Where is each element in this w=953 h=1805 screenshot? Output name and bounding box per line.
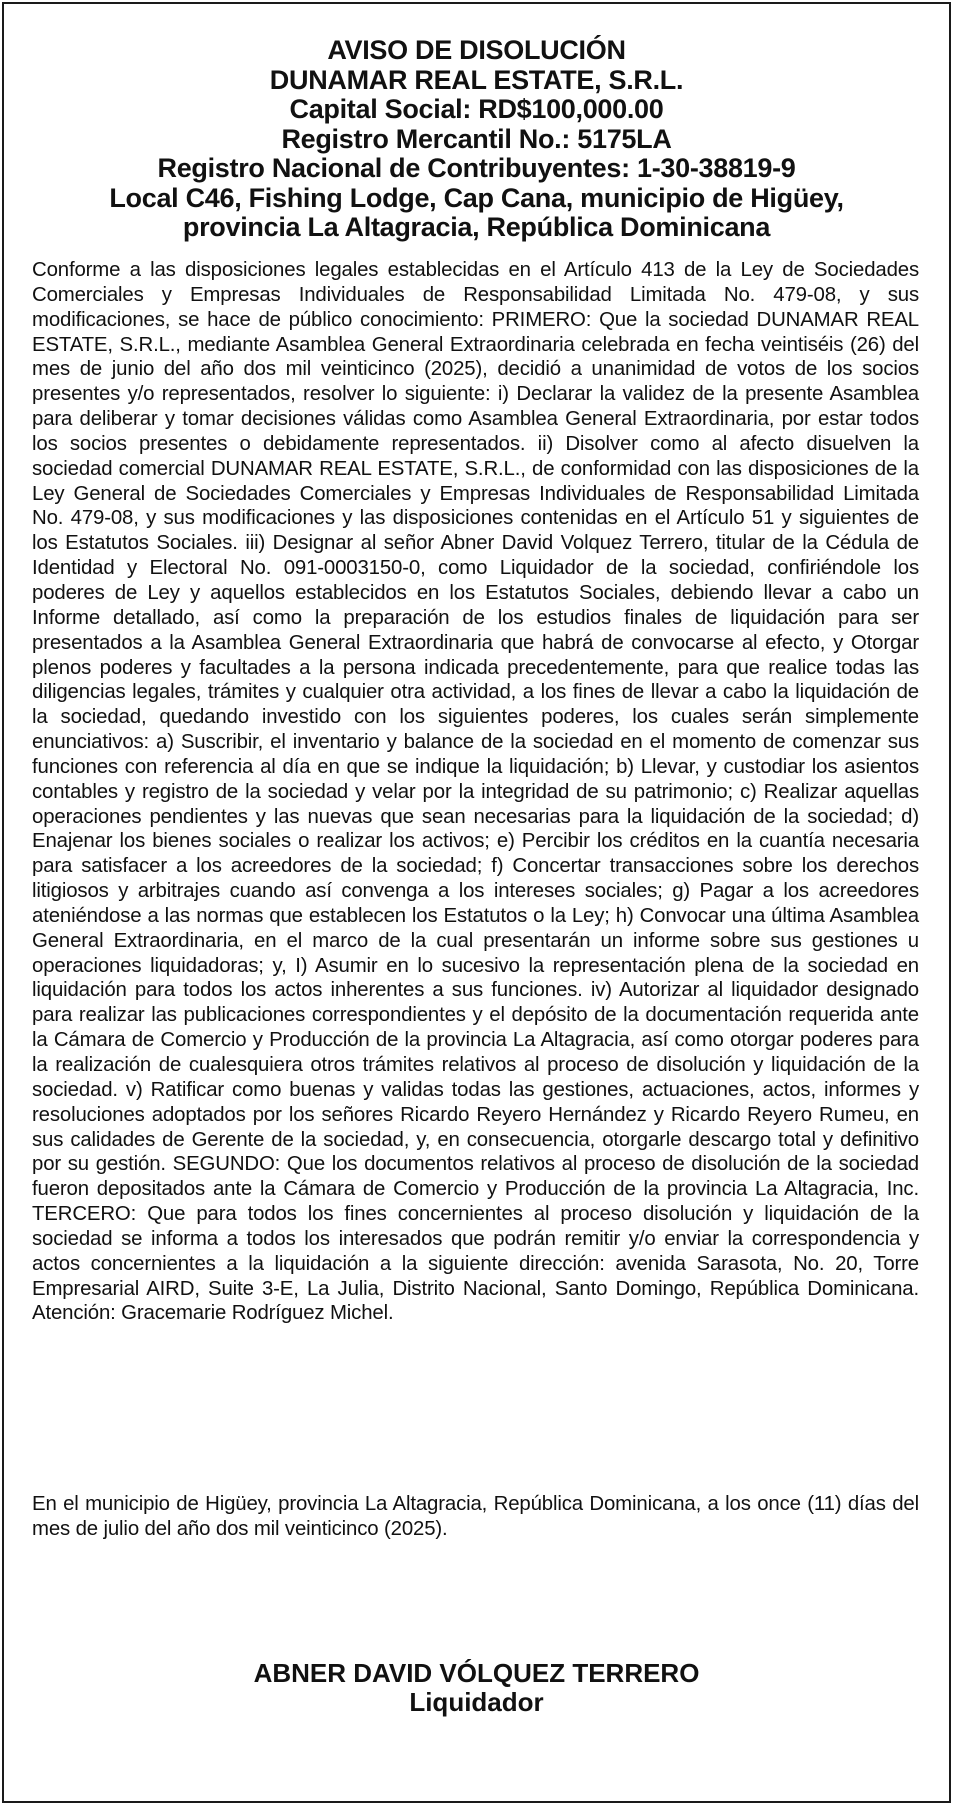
registro-mercantil: Registro Mercantil No.: 5175LA [281,123,672,154]
address-line-1: Local C46, Fishing Lodge, Cap Cana, municipio de Higüey, [109,182,844,213]
signatory-title: Liquidador [409,1687,544,1717]
address-line-2: provincia La Altagracia, República Dominicana [182,212,771,242]
notice-title: AVISO DE DISOLUCIÓN [327,35,626,65]
notice-header [30,36,923,243]
company-name: DUNAMAR REAL ESTATE, S.R.L. [269,64,684,95]
notice-closing: En el municipio de Higüey, provincia La Altagracia, República Dominicana, a los once (11) días del mes de julio del año dos mil veinticinco (2025). [32,1493,919,1540]
capital-social: Capital Social: RD$100,000.00 [289,94,664,124]
signatory-name: ABNER DAVID VÓLQUEZ TERRERO [253,1658,700,1688]
rnc: Registro Nacional de Contribuyentes: 1-30-38819-9 [157,153,796,183]
signature-block [0,1659,953,1717]
notice-body: Conforme a las disposiciones legales establecidas en el Artículo 413 de la Ley de Sociedades Comerciales y Empresas Individuales de Responsabilidad Limitada No. 479-08, y sus modificaciones, se hace de público conocimiento: PRIMERO: Que la sociedad DUNAMAR REAL ESTATE, S.R.L., mediante Asamblea General Extraordinaria celebrada en fecha veintiséis (26) del mes de junio del año dos mil veinticinco (2025), decidió a unanimidad de votos de los socios presentes y/o representados, resolver lo siguiente: i) Declarar la validez de la presente Asamblea para deliberar y tomar decisiones válidas como Asamblea General Extraordinaria, por estar todos los socios presentes o debidamente representados. ii) Disolver como al afecto disuelven la sociedad comercial DUNAMAR REAL ESTATE, S.R.L., de conformidad con las disposiciones de la Ley General de Sociedades Comerciales y Empresas Individuales de Responsabilidad Limitada No. 479-08, y sus modificaciones y las disposiciones contenidas en el Artículo 51 y siguientes de los Estatutos Sociales. iii) Designar al señor Abner David Volquez Terrero, titular de la Cédula de Identidad y Electoral No. 091-0003150-0, como Liquidador de la sociedad, confiriéndole los poderes de Ley y aquellos establecidos en los Estatutos Sociales, debiendo llevar a cabo un Informe detallado, así como la preparación de los estudios finales de liquidación para ser presentados a la Asamblea General Extraordinaria que habrá de convocarse al efecto, y Otorgar plenos poderes y facultades a la persona indicada precedentemente, para que realice todas las diligencias legales, trámites y cualquier otra actividad, a los fines de llevar a cabo la liquidación de la sociedad, quedando investido con los siguientes poderes, los cuales serán simplemente enunciativos: a) Suscribir, el inventario y balance de la sociedad en el momento de comenzar sus funciones con referencia al día en que se indique la liquidación; b) Llevar, y custodiar los asientos contables y registro de la sociedad y velar por la integridad de su patrimonio; c) Realizar aquellas operaciones pendientes y las nuevas que sean necesarias para la liquidación de la sociedad; d) Enajenar los bienes sociales o realizar los activos; e) Percibir los créditos en la cuantía necesaria para satisfacer a los acreedores de la sociedad; f) Concertar transacciones sobre los derechos litigiosos y arbitrajes cuando así convenga a los intereses sociales; g) Pagar a los acreedores ateniéndose a las normas que establecen los Estatutos o la Ley; h) Convocar una última Asamblea General Extraordinaria, en el marco de la cual presentarán un informe sobre sus gestiones u operaciones liquidadoras; y, I) Asumir en lo sucesivo la representación plena de la sociedad en liquidación para todos los actos inherentes a sus funciones. iv) Autorizar al liquidador designado para realizar las publicaciones correspondientes y el depósito de la documentación requerida ante la Cámara de Comercio y Producción de la provincia La Altagracia, así como otorgar poderes para la realización de cualesquiera otros trámites relativos al proceso de disolución y liquidación de la sociedad. v) Ratificar como buenas y validas todas las gestiones, actuaciones, actos, informes y resoluciones adoptados por los señores Ricardo Reyero Hernández y Ricardo Reyero Rumeu, en sus calidades de Gerente de la sociedad, y, en consecuencia, otorgarle descargo total y definitivo por su gestión. SEGUNDO: Que los documentos relativos al proceso de disolución de la sociedad fueron depositados ante la Cámara de Comercio y Producción de la provincia La Altagracia, Inc. TERCERO: Que para todos los fines concernientes al proceso disolución y liquidación de la sociedad se informa a todos los interesados que podrán remitir y/o enviar la correspondencia y actos concernientes a la liquidación a la siguiente dirección: avenida Sarasota, No. 20, Torre Empresarial AIRD, Suite 3-E, La Julia, Distrito Nacional, Santo Domingo, República Dominicana. Atención: Gracemarie Rodríguez Michel. [32,259,919,1325]
